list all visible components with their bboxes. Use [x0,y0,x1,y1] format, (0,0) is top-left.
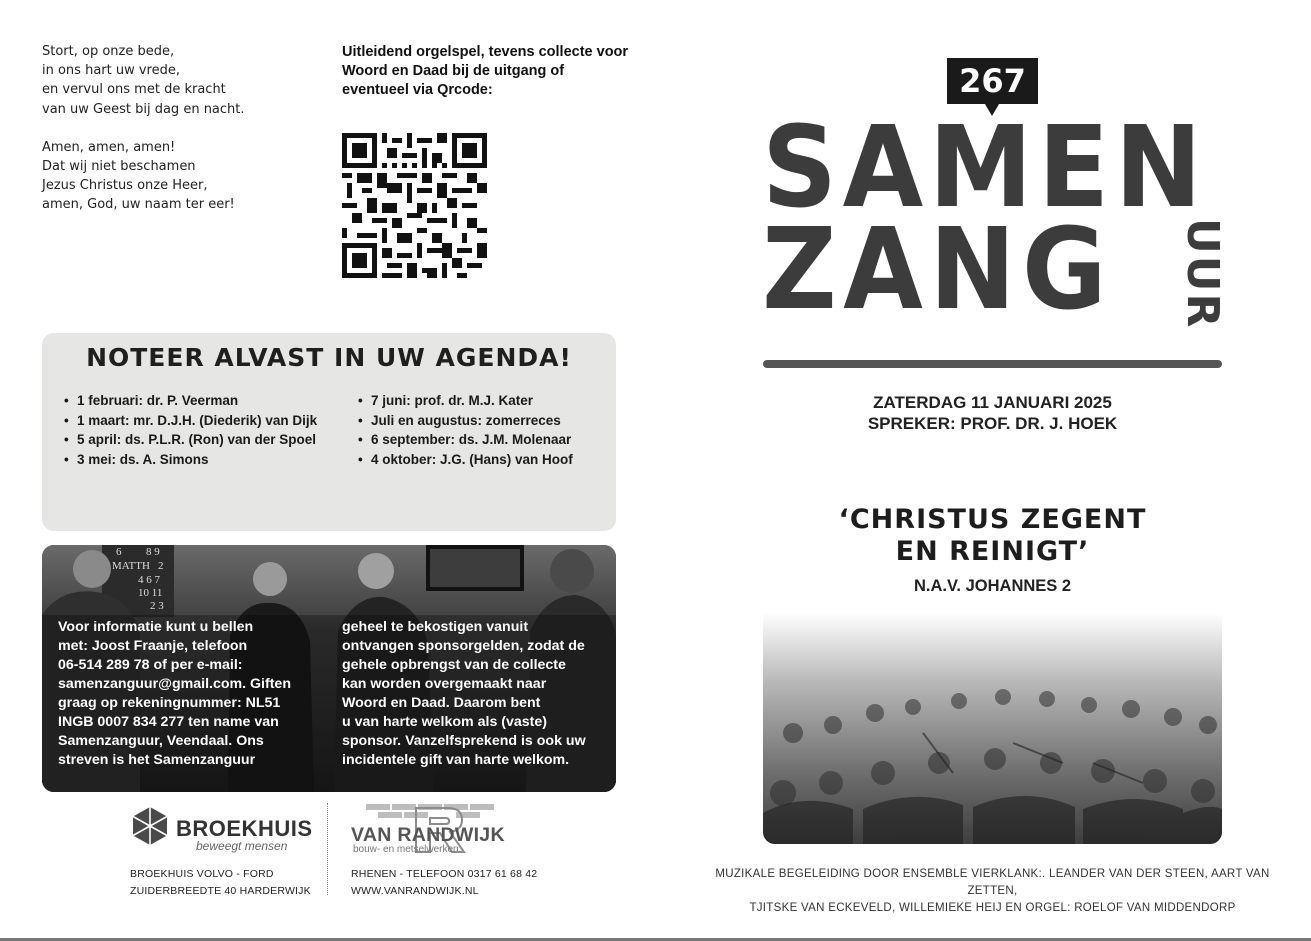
info-text-left: Voor informatie kunt u bellen met: Joost Fraanje, telefoon 06-514 289 78 of per e-mail: samenzanguur@gmail.com. Giften graag op rekeningnummer: NL51 INGB 0007 834 277 ten name van Samenzanguur, Veendaal. Ons streven is het Samenzanguur [58,619,291,768]
event-speaker: SPREKER: PROF. DR. J. HOEK [867,414,1118,433]
agenda-list-right [358,391,573,470]
agenda-item: • 7 juni: prof. dr. M.J. Kater [358,391,573,411]
broekhuis-line1: BROEKHUIS VOLVO - FORD [130,868,274,880]
hymn-line: amen, God, uw naam ter eer! [42,197,235,213]
board-number: 4 6 7 [138,574,160,586]
broekhuis-line2: ZUIDERBREEDTE 40 HARDERWIJK [130,885,311,897]
hymn-line: in ons hart uw vrede, [42,63,180,79]
sermon-title [763,504,1222,568]
agenda-item: • 1 februari: dr. P. Veerman [64,391,317,411]
logo-samen: SAMEN [762,103,1208,233]
logo-uur: UUR [1177,218,1228,330]
agenda-item: • 3 mei: ds. A. Simons [64,450,317,470]
hymn-line: Jezus Christus onze Heer, [42,178,208,194]
agenda-list-left [64,391,317,470]
hymn-line: Stort, op onze bede, [42,44,175,59]
board-number: 2 3 [150,600,164,612]
agenda-item: • 5 april: ds. P.L.R. (Ron) van der Spoel [64,430,317,450]
van-randwijk-logo[interactable] [350,804,510,856]
hymn-line: en vervul ons met de kracht [42,82,226,98]
event-date: ZATERDAG 11 JANUARI 2025 [873,393,1112,412]
broekhuis-address [130,866,311,900]
broekhuis-tagline: beweegt mensen [196,839,288,853]
agenda-item: • Juli en augustus: zomerreces [358,411,573,431]
van-randwijk-tagline: bouw- en metselwerken [353,844,459,855]
broekhuis-logo[interactable] [130,806,320,854]
qr-code-icon[interactable] [342,133,487,278]
agenda-item: • 6 september: ds. J.M. Molenaar [358,430,573,450]
board-number: 2 [158,560,164,572]
agenda-item: • 4 oktober: J.G. (Hans) van Hoof [358,450,573,470]
sponsor-divider [327,803,328,895]
agenda-panel [42,333,616,531]
info-text-right: geheel te bekostigen vanuit ontvangen sponsorgelden, zodat de gehele opbrengst van de collecte kan worden overgemaakt naar Woord en Daad. Daarom bent u van harte welkom als (vaste) sponsor. Vanzelfsprekend is ook uw incidentele gift van harte welkom. [342,619,586,768]
agenda-item: • 1 maart: mr. D.J.H. (Diederik) van Dijk [64,411,317,431]
logo-zang: ZANG [762,205,1114,335]
scripture-reference: N.A.V. JOHANNES 2 [913,577,1072,595]
board-number: 6 [116,546,122,558]
sermon-title-line2: EN REINIGT’ [895,536,1090,567]
collection-note: Uitleidend orgelspel, tevens collecte voor Woord en Daad bij de uitgang of eventueel via Qrcode: [342,44,629,98]
hymn-line: Amen, amen, amen! [42,139,176,155]
board-number: MATTH [112,560,150,572]
hymn-line: Dat wij niet beschamen [42,159,196,175]
broekhuis-name: BROEKHUIS [176,816,313,841]
title-rule [763,360,1222,368]
choir-photo [763,613,1222,844]
credits-line1: MUZIKALE BEGELEIDING DOOR ENSEMBLE VIERKLANK:. LEANDER VAN DER STEEN, AART VAN ZETTEN, [715,868,1270,897]
agenda-title: NOTEER ALVAST IN UW AGENDA! [86,343,572,372]
van-randwijk-line1: RHENEN - TELEFOON 0317 61 68 42 [351,868,538,880]
hymn-stanza-2 [42,138,302,215]
van-randwijk-address [351,866,537,900]
event-details [763,392,1222,434]
hymn-stanza-1 [42,42,302,119]
board-number: 8 9 [146,546,160,558]
sermon-title-line1: ‘CHRISTUS ZEGENT [838,504,1147,535]
van-randwijk-line2: WWW.VANRANDWIJK.NL [351,885,479,897]
info-panel [42,545,616,792]
hymn-line: van uw Geest bij dag en nacht. [42,101,245,117]
board-number: 10 11 [138,587,163,599]
broekhuis-hexagon-icon [130,806,170,846]
music-credits [700,866,1285,917]
van-randwijk-name: VAN RANDWIJK [351,824,505,846]
closing-hymn [42,42,302,234]
credits-line2: TJITSKE VAN ECKEVELD, WILLEMIEKE HEIJ EN ORGEL: ROELOF VAN MIDDENDORP [749,902,1236,914]
edition-number: 267 [959,62,1026,100]
